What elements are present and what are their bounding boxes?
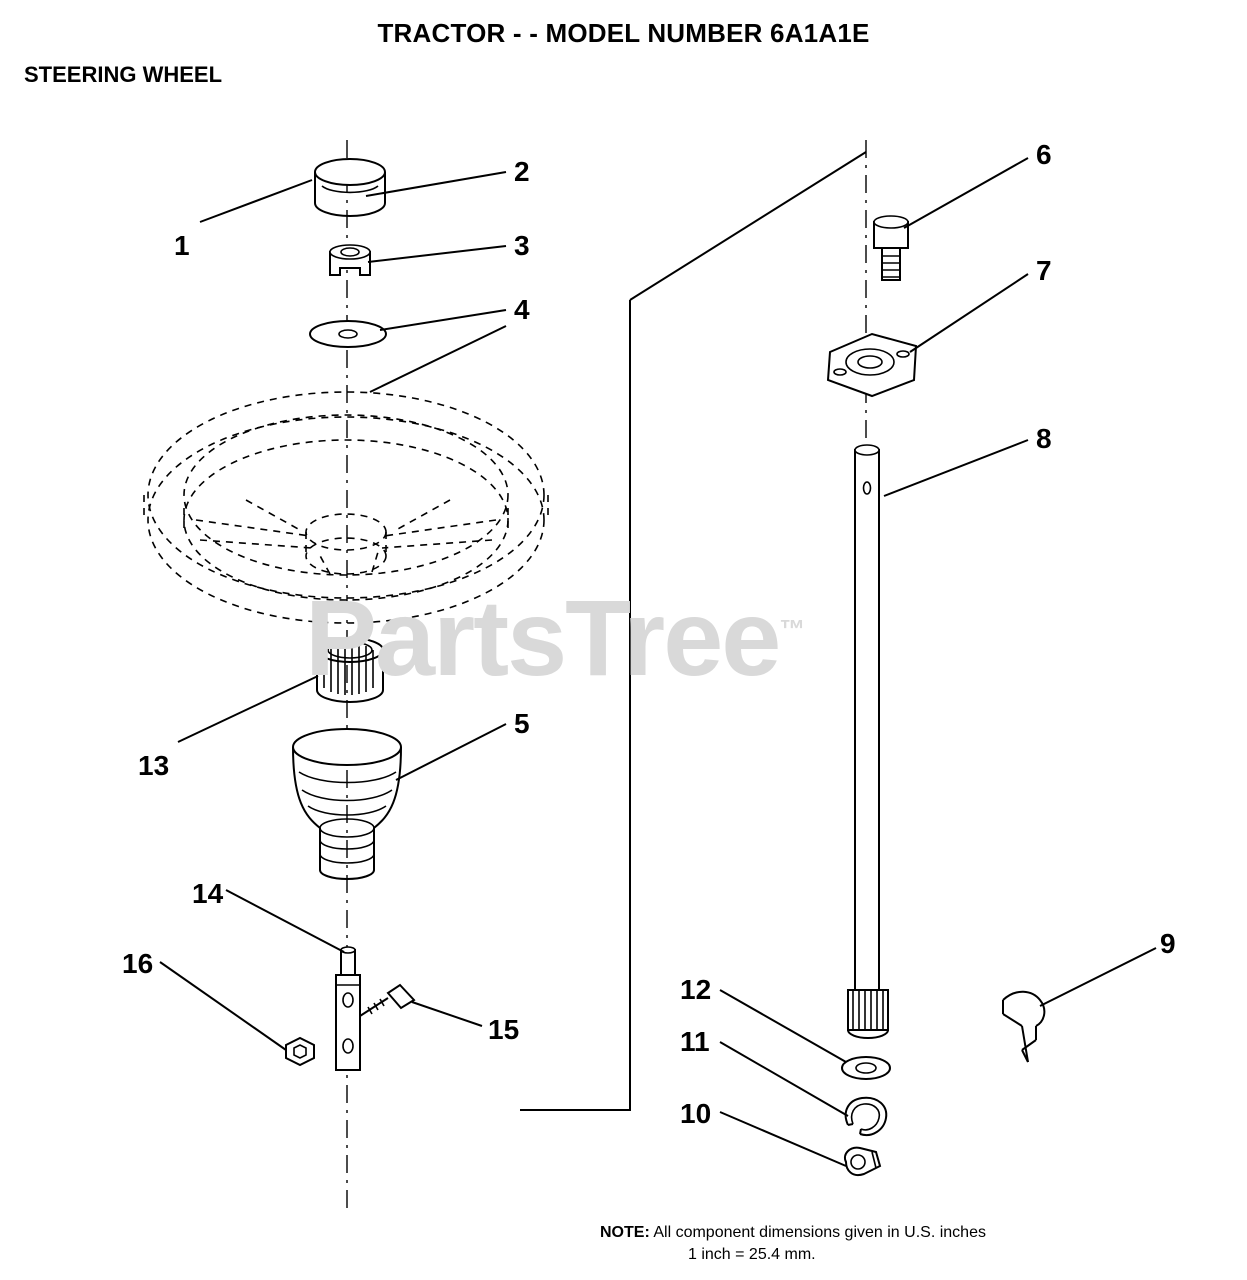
callout-6: 6 — [1036, 139, 1052, 170]
part-12-washer — [842, 1057, 890, 1079]
callout-14: 14 — [192, 878, 224, 909]
note-label: NOTE: — [600, 1224, 650, 1241]
note-line-2: 1 inch = 25.4 mm. — [688, 1245, 816, 1263]
callout-11: 11 — [680, 1026, 710, 1057]
note-line-1: All component dimensions given in U.S. inches — [653, 1224, 986, 1241]
watermark — [305, 575, 805, 700]
watermark-tm: ™ — [779, 614, 806, 644]
callout-4: 4 — [514, 294, 530, 325]
callout-5: 5 — [514, 708, 530, 739]
part-16-nut — [286, 1038, 314, 1065]
callout-7: 7 — [1036, 255, 1052, 286]
part-10-drag-link — [845, 1148, 880, 1175]
callout-16: 16 — [122, 948, 154, 979]
part-3-washer — [310, 321, 386, 347]
part-14-lower-shaft — [336, 947, 360, 1070]
note-block — [600, 1222, 1240, 1265]
part-9-bracket — [1003, 992, 1044, 1062]
section-title: STEERING WHEEL — [24, 62, 223, 87]
part-8-steering-shaft — [848, 445, 888, 1038]
callout-15: 15 — [488, 1014, 520, 1045]
watermark-text: PartsTree — [305, 577, 780, 698]
callout-12: 12 — [680, 974, 712, 1005]
callout-13: 13 — [138, 750, 170, 781]
callout-2: 2 — [514, 156, 530, 187]
page-title: TRACTOR - - MODEL NUMBER 6A1A1E — [377, 18, 870, 48]
part-2-cap — [315, 159, 385, 216]
callout-3: 3 — [514, 230, 530, 261]
part-11-retaining-ring — [846, 1098, 887, 1135]
callout-8: 8 — [1036, 423, 1052, 454]
callout-1: 1 — [174, 230, 190, 261]
part-15-bolt — [360, 985, 414, 1016]
callout-10: 10 — [680, 1098, 712, 1129]
callout-9: 9 — [1160, 928, 1176, 959]
part-6-hex-bolt — [874, 216, 908, 280]
part-7-flange-bearing — [828, 334, 916, 396]
part-3-nut — [330, 245, 370, 275]
